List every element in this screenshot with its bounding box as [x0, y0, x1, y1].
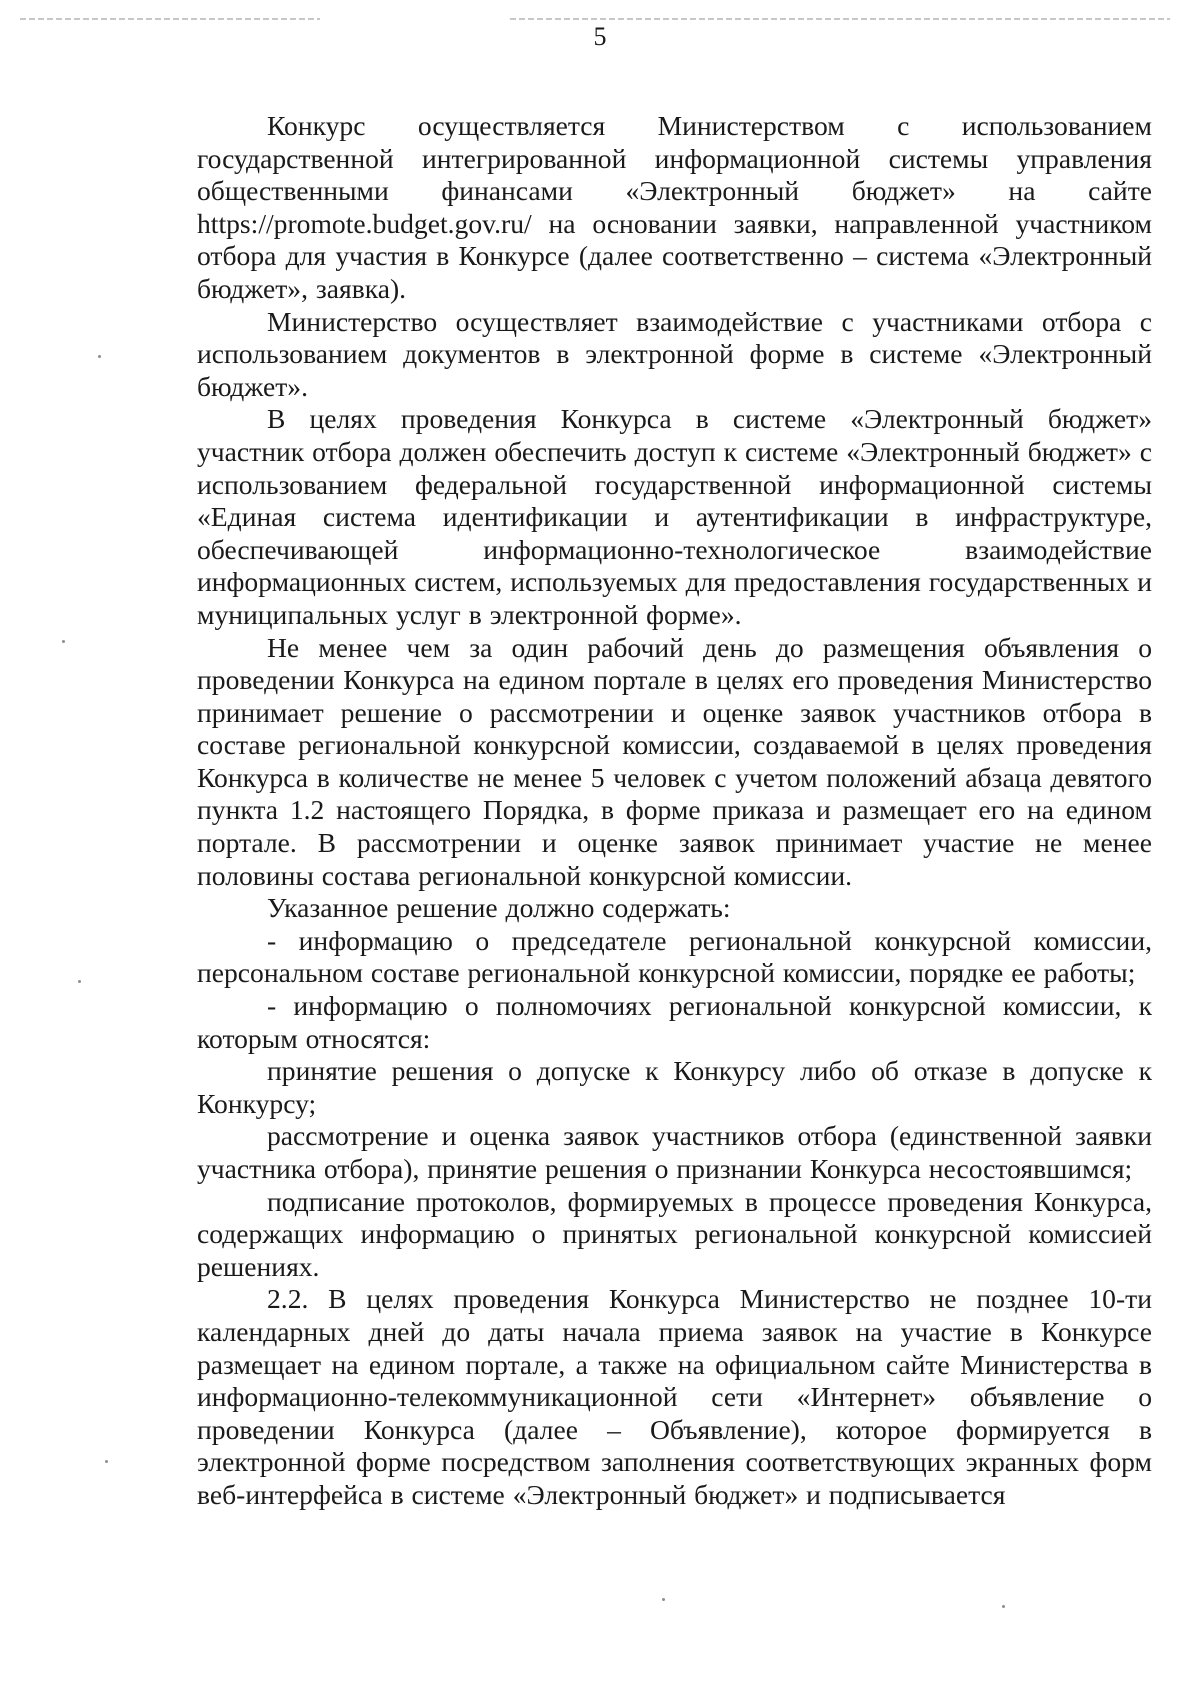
- scan-speck: [662, 1598, 665, 1601]
- scan-artifact-left: [20, 18, 320, 20]
- scan-speck: [98, 355, 101, 358]
- list-item: - информацию о полномочиях региональной конкурсной комиссии, к которым относятся:: [197, 990, 1152, 1054]
- scan-speck: [105, 1460, 108, 1463]
- paragraph: Конкурс осуществляется Министерством с использованием государственной интегрированной информационной системы управления общественными финансами «Электронный бюджет» на сайте https://promote.budget.gov.ru/ на основании заявки, направленной участником отбора для участия в Конкурсе (далее соответственно – система «Электронный бюджет», заявка).: [197, 110, 1152, 304]
- scan-speck: [1002, 1605, 1005, 1608]
- page-number: 5: [593, 22, 607, 51]
- document-body: [197, 110, 1152, 1512]
- scan-artifact-right: [510, 18, 1170, 20]
- paragraph: рассмотрение и оценка заявок участников отбора (единственной заявки участника отбора), принятие решения о признании Конкурса несостоявшимся;: [197, 1120, 1152, 1184]
- list-item: - информацию о председателе региональной конкурсной комиссии, персональном составе региональной конкурсной комиссии, порядке ее работы;: [197, 924, 1152, 989]
- paragraph: Не менее чем за один рабочий день до размещения объявления о проведении Конкурса на едином портале в целях его проведения Министерство принимает решение о рассмотрении и оценке заявок участников отбора в составе региональной конкурсной комиссии, создаваемой в целях проведения Конкурса в количестве не менее 5 человек с учетом положений абзаца девятого пункта 1.2 настоящего Порядка, в форме приказа и размещает его на едином портале. В рассмотрении и оценке заявок принимает участие не менее половины состава региональной конкурсной комиссии.: [197, 631, 1152, 891]
- scan-speck: [62, 640, 65, 643]
- paragraph: Министерство осуществляет взаимодействие с участниками отбора с использованием документов в электронной форме в системе «Электронный бюджет».: [197, 305, 1152, 402]
- paragraph: Указанное решение должно содержать:: [267, 892, 731, 924]
- paragraph: подписание протоколов, формируемых в процессе проведения Конкурса, содержащих информацию о принятых региональной конкурсной комиссией решениях.: [197, 1185, 1152, 1282]
- paragraph: принятие решения о допуске к Конкурсу либо об отказе в допуске к Конкурсу;: [197, 1055, 1152, 1119]
- paragraph: 2.2. В целях проведения Конкурса Министерство не позднее 10-ти календарных дней до даты начала приема заявок на участие в Конкурсе размещает на едином портале, а также на официальном сайте Министерства в информационно-телекоммуникационной сети «Интернет» объявление о проведении Конкурса (далее – Объявление), которое формируется в электронной форме посредством заполнения соответствующих экранных форм веб-интерфейса в системе «Электронный бюджет» и подписывается: [197, 1283, 1152, 1510]
- scan-speck: [78, 980, 81, 983]
- paragraph: В целях проведения Конкурса в системе «Электронный бюджет» участник отбора должен обеспечить доступ к системе «Электронный бюджет» с использованием федеральной государственной информационной системы «Единая система идентификации и аутентификации в инфраструктуре, обеспечивающей информационно-технологическое взаимодействие информационных систем, используемых для предоставления государственных и муниципальных услуг в электронной форме».: [197, 403, 1152, 630]
